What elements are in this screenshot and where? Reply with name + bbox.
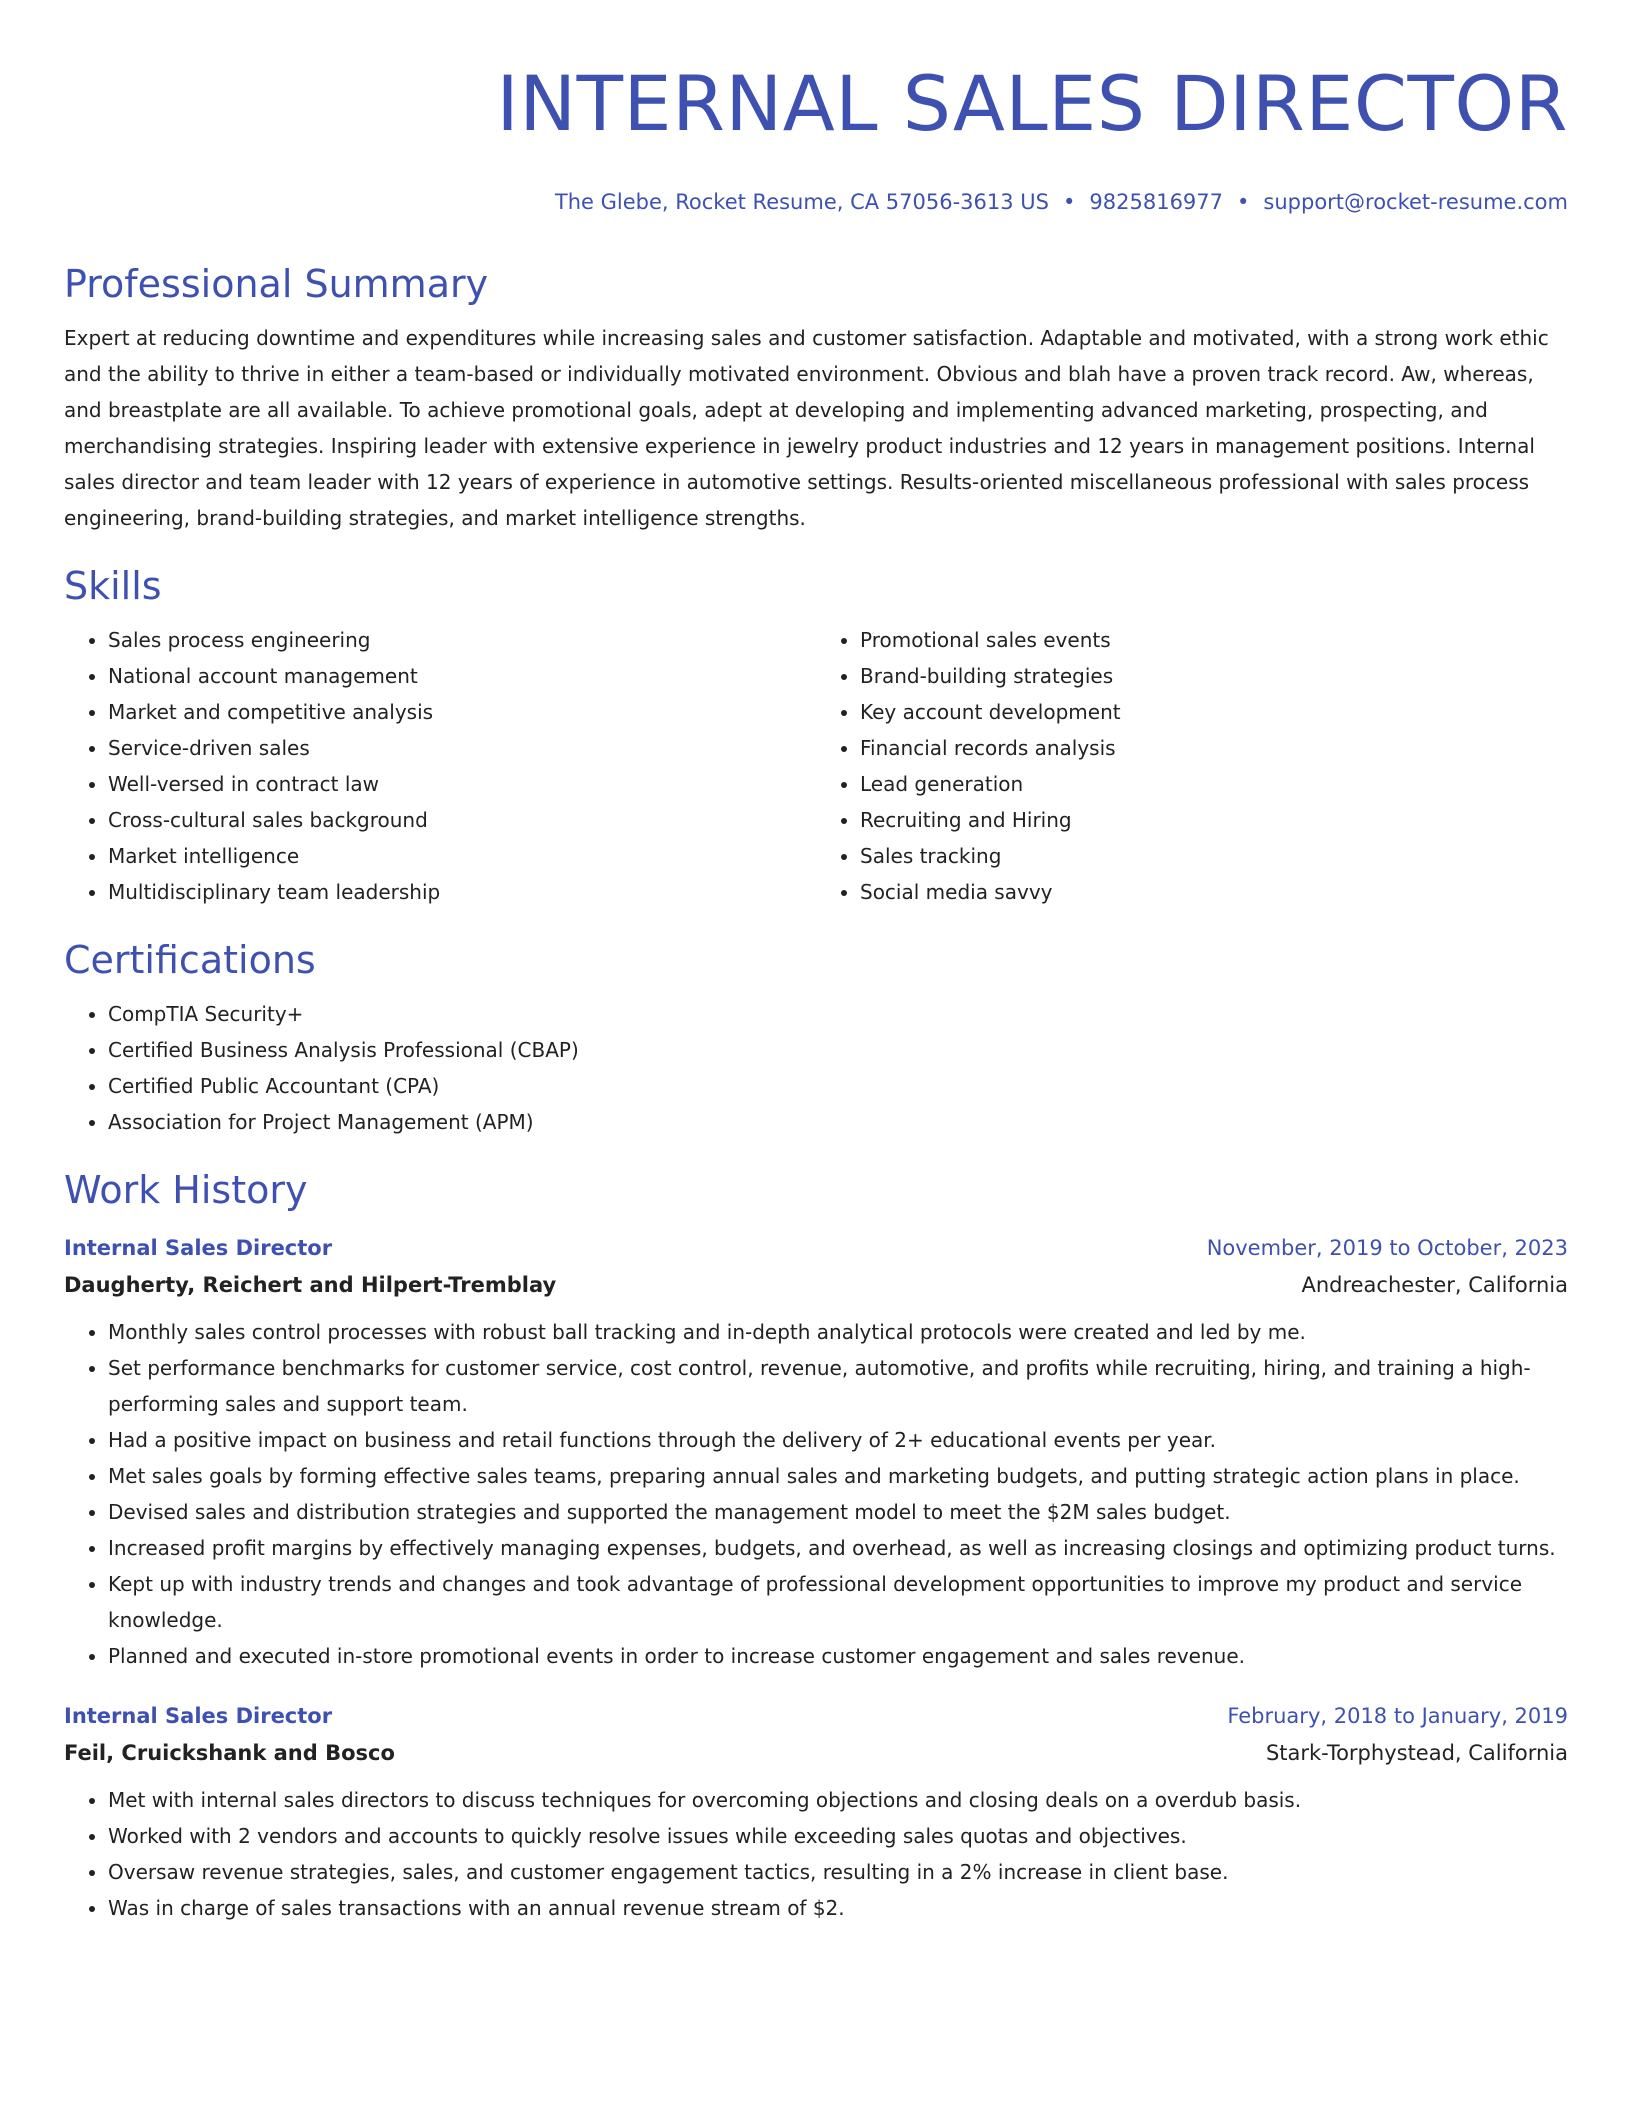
skill-item: • Service-driven sales — [108, 730, 816, 766]
job-company-row — [64, 1266, 1568, 1304]
job-bullets — [64, 1314, 1568, 1674]
job-bullet: • Planned and executed in-store promotional events in order to increase customer engagement and sales revenue. — [108, 1638, 1568, 1674]
job-bullet: • Monthly sales control processes with robust ball tracking and in-depth analytical protocols were created and led by me. — [108, 1314, 1568, 1350]
job-bullet: • Had a positive impact on business and retail functions through the delivery of 2+ educational events per year. — [108, 1422, 1568, 1458]
job-bullet: • Kept up with industry trends and changes and took advantage of professional development opportunities to improve my product and service knowledge. — [108, 1566, 1568, 1638]
skill-item: • Financial records analysis — [860, 730, 1568, 766]
job-bullet: • Devised sales and distribution strategies and supported the management model to meet the $2M sales budget. — [108, 1494, 1568, 1530]
certifications-heading: Certifications — [64, 938, 316, 982]
job-title: Internal Sales Director — [64, 1236, 333, 1260]
skill-item: • National account management — [108, 658, 816, 694]
job-bullet: • Met with internal sales directors to discuss techniques for overcoming objections and closing deals on a overdub basis. — [108, 1782, 1568, 1818]
work-history-heading: Work History — [64, 1168, 308, 1212]
job-bullets — [64, 1782, 1568, 1926]
job-dates: November, 2019 to October, 2023 — [1206, 1236, 1568, 1260]
skills-list-right — [816, 622, 1568, 910]
skill-item: • Recruiting and Hiring — [860, 802, 1568, 838]
skill-item: • Sales tracking — [860, 838, 1568, 874]
job-dates: February, 2018 to January, 2019 — [1227, 1704, 1568, 1728]
contact-phone: 9825816977 — [1089, 190, 1224, 214]
skill-item: • Well-versed in contract law — [108, 766, 816, 802]
skill-item: • Promotional sales events — [860, 622, 1568, 658]
certification-item: • Certified Business Analysis Professional (CBAP) — [108, 1032, 1568, 1068]
job-bullet: • Worked with 2 vendors and accounts to quickly resolve issues while exceeding sales quotas and objectives. — [108, 1818, 1568, 1854]
certification-item: • Certified Public Accountant (CPA) — [108, 1068, 1568, 1104]
resume-name: INTERNAL SALES DIRECTOR — [496, 59, 1568, 148]
skill-item: • Key account development — [860, 694, 1568, 730]
job-bullet: • Increased profit margins by effectively managing expenses, budgets, and overhead, as well as increasing closings and optimizing product turns. — [108, 1530, 1568, 1566]
certifications-list — [64, 996, 1568, 1140]
job-entry — [64, 1698, 1568, 1926]
job-company-row — [64, 1734, 1568, 1772]
skill-item: • Sales process engineering — [108, 622, 816, 658]
contact-address: The Glebe, Rocket Resume, CA 57056-3613 US — [554, 190, 1050, 214]
summary-heading: Professional Summary — [64, 262, 489, 306]
contact-separator: • — [1237, 190, 1250, 214]
summary-text: Expert at reducing downtime and expenditures while increasing sales and customer satisfaction. Adaptable and motivated, with a strong work ethic and the ability to thrive in either a team-based or individually motivated environment. Obvious and blah have a proven track record. Aw, whereas, and breastplate are all available. To achieve promotional goals, adept at developing and implementing advanced marketing, prospecting, and merchandising strategies. Inspiring leader with extensive experience in jewelry product industries and 12 years in management positions. Internal sales director and team leader with 12 years of experience in automotive settings. Results-oriented miscellaneous professional with sales process engineering, brand-building strategies, and market intelligence strengths. — [64, 326, 1549, 530]
skill-item: • Market intelligence — [108, 838, 816, 874]
job-company: Daugherty, Reichert and Hilpert-Tremblay — [64, 1273, 557, 1297]
job-bullet: • Set performance benchmarks for customer service, cost control, revenue, automotive, and profits while recruiting, hiring, and training a high-performing sales and support team. — [108, 1350, 1568, 1422]
skills-heading: Skills — [64, 564, 162, 608]
certification-item: • CompTIA Security+ — [108, 996, 1568, 1032]
skill-item: • Market and competitive analysis — [108, 694, 816, 730]
job-bullet: • Oversaw revenue strategies, sales, and customer engagement tactics, resulting in a 2% increase in client base. — [108, 1854, 1568, 1890]
job-header-row — [64, 1230, 1568, 1266]
job-bullet: • Was in charge of sales transactions with an annual revenue stream of $2. — [108, 1890, 1568, 1926]
job-location: Stark-Torphystead, California — [1265, 1741, 1568, 1765]
job-title: Internal Sales Director — [64, 1704, 333, 1728]
certification-item: • Association for Project Management (APM) — [108, 1104, 1568, 1140]
contact-line — [64, 188, 1568, 216]
job-company: Feil, Cruickshank and Bosco — [64, 1741, 395, 1765]
skill-item: • Lead generation — [860, 766, 1568, 802]
contact-email[interactable]: support@rocket-resume.com — [1263, 190, 1568, 214]
skill-item: • Multidisciplinary team leadership — [108, 874, 816, 910]
job-location: Andreachester, California — [1301, 1273, 1568, 1297]
job-header-row — [64, 1698, 1568, 1734]
job-bullet: • Met sales goals by forming effective sales teams, preparing annual sales and marketing budgets, and putting strategic action plans in place. — [108, 1458, 1568, 1494]
contact-separator: • — [1063, 190, 1076, 214]
skill-item: • Social media savvy — [860, 874, 1568, 910]
skill-item: • Brand-building strategies — [860, 658, 1568, 694]
skills-list-left — [64, 622, 816, 910]
skills-columns — [64, 622, 1568, 910]
job-entry — [64, 1230, 1568, 1674]
skill-item: • Cross-cultural sales background — [108, 802, 816, 838]
